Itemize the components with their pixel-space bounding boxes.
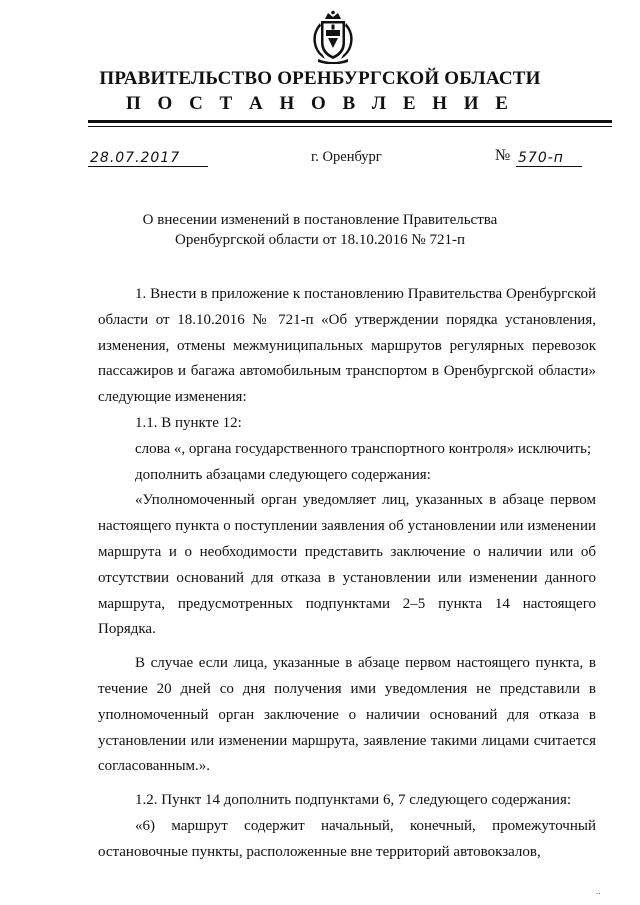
number-label: № xyxy=(495,147,511,164)
paragraph-8: «6) маршрут содержит начальный, конечный, промежуточный остановочные пункты, расположенные вне территорий автовокзалов, xyxy=(98,817,596,860)
paragraph-4: дополнить абзацами следующего содержания: xyxy=(135,466,431,483)
subject-line-2: Оренбургской области от 18.10.2016 № 721-п xyxy=(174,232,466,248)
paragraph-6: В случае если лица, указанные в абзаце первом настоящего пункта, в течение 20 дней со дня получения ими уведомления не представили в уполномоченный орган заключение о наличии оснований для отказа в установлении или изменении маршрута, заявление такими лицами считается согласованным.». xyxy=(98,655,596,775)
government-title: ПРАВИТЕЛЬСТВО ОРЕНБУРГСКОЙ ОБЛАСТИ xyxy=(99,68,541,89)
paragraph-7: 1.2. Пункт 14 дополнить подпунктами 6, 7 следующего содержания: xyxy=(135,792,572,809)
document-type: П О С Т А Н О В Л Е Н И Е xyxy=(126,93,514,114)
document-date: 28.07.2017 xyxy=(88,150,208,167)
paragraph-2: 1.1. В пункте 12: xyxy=(135,414,242,431)
document-body xyxy=(98,282,596,866)
header-rule-thin xyxy=(88,126,612,127)
paragraph-5: «Уполномоченный орган уведомляет лиц, указанных в абзаце первом настоящего пункта о поступлении заявления об установлении или изменении маршрута и о необходимости представить заключение о наличии или об отсутствии оснований для отказа в установлении или изменении данного маршрута, предусмотренных подпунктами 2–5 пункта 14 настоящего Порядка. xyxy=(98,492,596,638)
document-subject xyxy=(0,210,640,250)
subject-line-1: О внесении изменений в постановление Правительства xyxy=(142,212,498,228)
document-city: г. Оренбург xyxy=(311,149,382,165)
coat-of-arms-icon xyxy=(308,10,358,64)
paragraph-3: слова «, органа государственного транспортного контроля» исключить; xyxy=(135,440,592,457)
page-mark: .. xyxy=(596,886,601,896)
document-number: 570-п xyxy=(516,150,582,167)
header-rule-thick xyxy=(88,120,612,123)
paragraph-1: 1. Внести в приложение к постановлению Правительства Оренбургской области от 18.10.2016 № 721-п «Об утверждении порядка установления, изменения, отмены межмуниципальных маршрутов регулярных перевозок пассажиров и багажа автомобильным транспортом в Оренбургской области» следующие изменения: xyxy=(98,286,596,406)
